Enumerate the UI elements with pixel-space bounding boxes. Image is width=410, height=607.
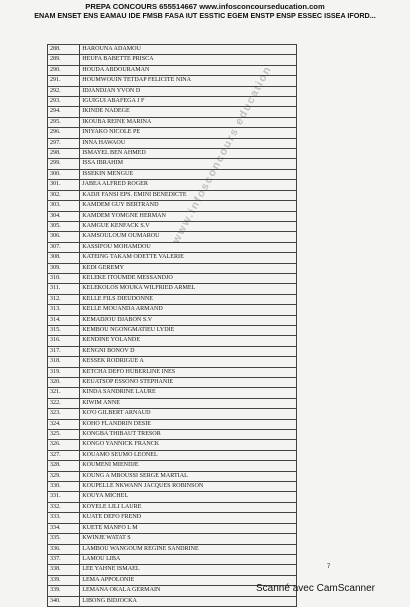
candidate-name: KAMDEM GUY BERTRAND: [80, 201, 297, 211]
candidate-name: INNA HAWAOU: [80, 138, 297, 148]
document-header: [0, 2, 410, 20]
watermark-text: www.infosconcours education: [170, 63, 275, 246]
candidate-list-table: [47, 44, 297, 607]
row-number: 336.: [48, 544, 80, 554]
row-number: 328.: [48, 461, 80, 471]
candidate-name: KOUPELLE NKWANN JACQUES ROBINSON: [80, 482, 297, 492]
candidate-name: KOHO FLANDRIN DESIE: [80, 419, 297, 429]
candidate-name: JABEA ALFRED ROGER: [80, 180, 297, 190]
table-row: [48, 440, 297, 450]
candidate-name: KENGNI BONOV D: [80, 346, 297, 356]
table-row: [48, 565, 297, 575]
table-row: [48, 55, 297, 65]
table-row: [48, 211, 297, 221]
row-number: 316.: [48, 336, 80, 346]
candidate-name: KUETE MANFO L M: [80, 523, 297, 533]
row-number: 340.: [48, 596, 80, 606]
table-row: [48, 159, 297, 169]
row-number: 302.: [48, 190, 80, 200]
table-row: [48, 117, 297, 127]
table-row: [48, 45, 297, 55]
candidate-name: LAMBOU WANGOUM REGINE SANDRINE: [80, 544, 297, 554]
table-row: [48, 482, 297, 492]
row-number: 314.: [48, 315, 80, 325]
candidate-name: IDJANDJAN YVON D: [80, 86, 297, 96]
table-row: [48, 201, 297, 211]
table-row: [48, 419, 297, 429]
candidate-name: IKINDE NADEGE: [80, 107, 297, 117]
table-row: [48, 534, 297, 544]
table-row: [48, 315, 297, 325]
table-row: [48, 357, 297, 367]
table-row: [48, 169, 297, 179]
table-row: [48, 430, 297, 440]
candidate-name: KWINJE WATAT S: [80, 534, 297, 544]
row-number: 288.: [48, 45, 80, 55]
row-number: 292.: [48, 86, 80, 96]
row-number: 337.: [48, 554, 80, 564]
row-number: 321.: [48, 388, 80, 398]
candidate-name: KEUATSOP ESSONO STEPHANIE: [80, 378, 297, 388]
page-mark: 7: [327, 564, 331, 570]
row-number: 307.: [48, 242, 80, 252]
candidate-name: KINDA SANDRINE LAURE: [80, 388, 297, 398]
table-row: [48, 596, 297, 606]
scanner-footer: Scanné avec CamScanner: [256, 583, 375, 594]
row-number: 291.: [48, 76, 80, 86]
candidate-name: ISMAYEL BEN AHMED: [80, 149, 297, 159]
row-number: 330.: [48, 482, 80, 492]
row-number: 305.: [48, 221, 80, 231]
table-row: [48, 502, 297, 512]
row-number: 306.: [48, 232, 80, 242]
candidate-name: KOUMENI MIENDJE: [80, 461, 297, 471]
row-number: 296.: [48, 128, 80, 138]
row-number: 308.: [48, 253, 80, 263]
row-number: 320.: [48, 378, 80, 388]
header-line-schools: ENAM ENSET ENS EAMAU IDE FMSB FASA IUT ESSTIC EGEM ENSTP ENSP ESSEC ISSEA IFORD...: [34, 11, 376, 20]
candidate-name: KELEKOLOS MOUKA WILFRIED ARMEL: [80, 284, 297, 294]
row-number: 332.: [48, 502, 80, 512]
table-row: [48, 398, 297, 408]
table-row: [48, 336, 297, 346]
candidate-name: KOUAMO SEUMO LEONEL: [80, 450, 297, 460]
table-row: [48, 554, 297, 564]
table-row: [48, 221, 297, 231]
candidate-name: KAMSOULOUM OUMAROU: [80, 232, 297, 242]
candidate-name: KAMGUE KENFACK S.V: [80, 221, 297, 231]
candidate-name: LAMOU LIBA: [80, 554, 297, 564]
table-row: [48, 346, 297, 356]
row-number: 312.: [48, 294, 80, 304]
candidate-name: KIWIM ANNE: [80, 398, 297, 408]
row-number: 299.: [48, 159, 80, 169]
row-number: 297.: [48, 138, 80, 148]
row-number: 290.: [48, 65, 80, 75]
row-number: 289.: [48, 55, 80, 65]
candidate-name: IGUIGUI ABAFEGA J F: [80, 97, 297, 107]
candidate-name: KELEKE ITOUMDE MESSANDJO: [80, 273, 297, 283]
row-number: 327.: [48, 450, 80, 460]
row-number: 311.: [48, 284, 80, 294]
table-row: [48, 284, 297, 294]
candidate-name: KONGBA THIBAUT TRESOR: [80, 430, 297, 440]
table-row: [48, 513, 297, 523]
candidate-name: LEE YAHNE ISMAEL: [80, 565, 297, 575]
candidate-name: KADJI FANSI EPS. EMINI BENEDICTE: [80, 190, 297, 200]
table-row: [48, 149, 297, 159]
candidate-name: INIYAKO NICOLE PE: [80, 128, 297, 138]
row-number: 338.: [48, 565, 80, 575]
candidate-name: IKOUBA REINE MARINA: [80, 117, 297, 127]
row-number: 335.: [48, 534, 80, 544]
table-row: [48, 305, 297, 315]
row-number: 334.: [48, 523, 80, 533]
table-row: [48, 128, 297, 138]
candidate-name: KO'O GILBERT ARNAUD: [80, 409, 297, 419]
row-number: 318.: [48, 357, 80, 367]
table-row: [48, 367, 297, 377]
table-row: [48, 242, 297, 252]
row-number: 339.: [48, 586, 80, 596]
table-row: [48, 190, 297, 200]
row-number: 293.: [48, 97, 80, 107]
candidate-name: KATEING TAKAM ODETTE VALERIE: [80, 253, 297, 263]
row-number: 303.: [48, 201, 80, 211]
row-number: 300.: [48, 169, 80, 179]
row-number: 329.: [48, 471, 80, 481]
row-number: 333.: [48, 513, 80, 523]
table-row: [48, 138, 297, 148]
table-row: [48, 461, 297, 471]
candidate-name: KEDI GEREMY: [80, 263, 297, 273]
candidate-name: KELLE FILS DIEUDONNE: [80, 294, 297, 304]
candidate-name: KETCHA DEFO HUBERLINE INES: [80, 367, 297, 377]
candidate-name: KESSEK RODRIGUE A: [80, 357, 297, 367]
candidate-name: KONGO YANNICK FRANCK: [80, 440, 297, 450]
row-number: 298.: [48, 149, 80, 159]
candidate-name: KEMBOU NGONGMATIEU LYDIE: [80, 325, 297, 335]
table-row: [48, 325, 297, 335]
candidate-name: KOUNG A MBOUSSI SERGE MARTIAL: [80, 471, 297, 481]
row-number: 324.: [48, 419, 80, 429]
candidate-name: KOYELE LILI LAURE: [80, 502, 297, 512]
table-row: [48, 523, 297, 533]
table-row: [48, 471, 297, 481]
row-number: 317.: [48, 346, 80, 356]
table-row: [48, 378, 297, 388]
row-number: 310.: [48, 273, 80, 283]
header-line-contact: PREPA CONCOURS 655514667 www.infosconcourseducation.com: [85, 2, 325, 11]
candidate-name: KOUYA MICHEL: [80, 492, 297, 502]
candidate-name: ISSA IBRAHIM: [80, 159, 297, 169]
candidate-name: KUATE DEFO FREND: [80, 513, 297, 523]
table-row: [48, 450, 297, 460]
row-number: 304.: [48, 211, 80, 221]
table-row: [48, 544, 297, 554]
candidate-name: HAROUNA ADAMOU: [80, 45, 297, 55]
candidate-name: KASSIFOU MOHAMDOU: [80, 242, 297, 252]
table-row: [48, 97, 297, 107]
row-number: 295.: [48, 117, 80, 127]
table-row: [48, 409, 297, 419]
candidate-name: HOUDA ABDOURAMAN: [80, 65, 297, 75]
table-row: [48, 263, 297, 273]
candidate-name: LEMANA OKALA GERMAIN: [80, 586, 297, 596]
table-row: [48, 388, 297, 398]
row-number: 339.: [48, 575, 80, 585]
row-number: 331.: [48, 492, 80, 502]
row-number: 319.: [48, 367, 80, 377]
candidate-name: KEMADJOU DJABON S.V: [80, 315, 297, 325]
candidate-name: KELLE MOUANDA ARMAND: [80, 305, 297, 315]
row-number: 326.: [48, 440, 80, 450]
row-number: 315.: [48, 325, 80, 335]
row-number: 309.: [48, 263, 80, 273]
candidate-name: KENDINE YOLANDE: [80, 336, 297, 346]
candidate-name: HOUMWOUIN TETDAP FELICITE NINA: [80, 76, 297, 86]
row-number: 322.: [48, 398, 80, 408]
candidate-name: LIBONG BIDJOCKA: [80, 596, 297, 606]
row-number: 294.: [48, 107, 80, 117]
table-row: [48, 294, 297, 304]
row-number: 323.: [48, 409, 80, 419]
table-row: [48, 107, 297, 117]
row-number: 301.: [48, 180, 80, 190]
row-number: 325.: [48, 430, 80, 440]
row-number: 313.: [48, 305, 80, 315]
table-row: [48, 180, 297, 190]
table-row: [48, 273, 297, 283]
table-row: [48, 492, 297, 502]
candidate-name: HEUFA BABETTE PRISCA: [80, 55, 297, 65]
table-row: [48, 253, 297, 263]
candidate-name: LEMA APPOLONIE: [80, 575, 297, 585]
candidate-name: KAMDEM YOMGNE HERMAN: [80, 211, 297, 221]
candidate-name: ISSEKIN MENGUE: [80, 169, 297, 179]
